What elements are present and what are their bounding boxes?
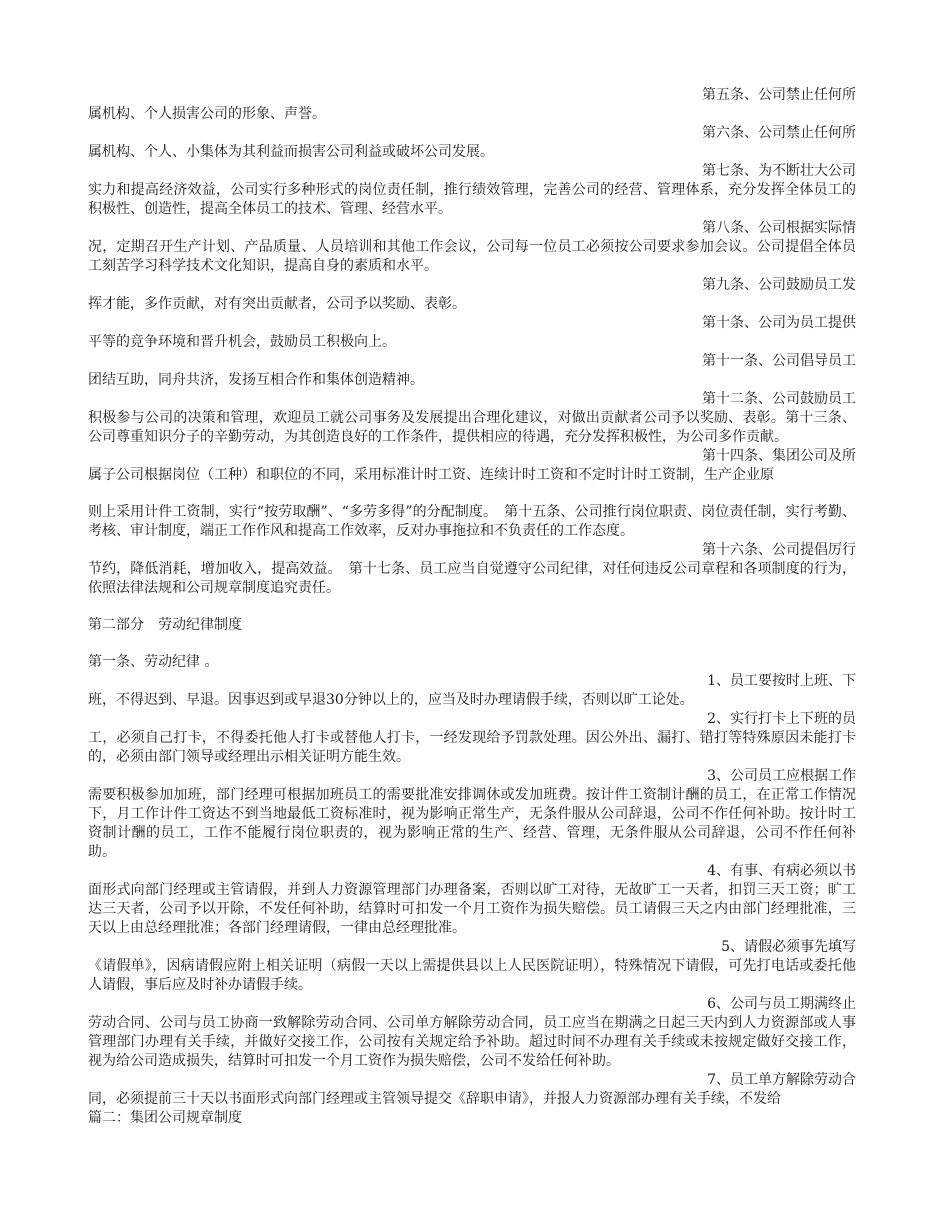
item-body: 工，必须自己打卡，不得委托他人打卡或替他人打卡，一经发现给予罚款处理。因公外出、漏打、错打等特殊原因未能打卡的，必须由部门领导或经理出示相关证明方能生效。 xyxy=(88,730,856,765)
part-2-title: 第二部分 劳动纪律制度 xyxy=(88,617,242,633)
item-body: 《请假单》，因病请假应附上相关证明（病假一天以上需提供县以上人民医院证明），特殊情况下请假，可先打电话或委托他人请假，事后应及时补办请假手续。 xyxy=(88,958,856,993)
article-lead: 第十四条、集团公司及所 xyxy=(702,448,856,464)
article-11 xyxy=(88,352,856,390)
article-body: 属机构、个人、小集体为其利益而损害公司利益或破坏公司发展。 xyxy=(88,144,494,160)
list-item xyxy=(88,767,856,862)
clause-1-title: 第一条、劳动纪律 。 xyxy=(88,654,219,670)
item-lead: 6、公司与员工期满终止 xyxy=(707,996,856,1012)
item-lead: 3、公司员工应根据工作 xyxy=(707,768,856,784)
article-6 xyxy=(88,124,856,162)
article-lead: 第九条、公司鼓励员工发 xyxy=(702,277,856,293)
article-lead: 第六条、公司禁止任何所 xyxy=(702,125,856,141)
article-7 xyxy=(88,162,856,219)
item-lead: 5、请假必须事先填写 xyxy=(721,939,856,955)
list-item xyxy=(88,710,856,767)
article-body: 属子公司根据岗位（工种）和职位的不同，采用标准计时工资、连续计时工资和不定时计时工资制，生产企业原 xyxy=(88,467,774,483)
list-item xyxy=(88,995,856,1071)
article-body: 节约，降低消耗，增加收入，提高效益。 第十七条、员工应当自觉遵守公司纪律，对任何违反公司章程和各项制度的行为，依照法律法规和公司规章制度追究责任。 xyxy=(88,561,856,596)
item-body: 劳动合同、公司与员工协商一致解除劳动合同、公司单方解除劳动合同，员工应当在期满之日起三天内到人力资源部或人事管理部门办理有关手续，并做好交接工作，公司按有关规定给予补助。超过时间不办理有关手续或未按规定做好交接工作，视为给公司造成损失，结算时可扣发一个月工资作为损失赔偿，公司不发给任何补助。 xyxy=(88,1015,856,1069)
article-lead: 第十一条、公司倡导员工 xyxy=(702,353,856,369)
item-lead: 7、员工单方解除劳动合 xyxy=(707,1072,856,1088)
article-body: 积极参与公司的决策和管理，欢迎员工就公司事务及发展提出合理化建议，对做出贡献者公司予以奖励、表彰。第十三条、公司尊重知识分子的辛勤劳动，为其创造良好的工作条件，提供相应的待遇，充分发挥积极性，为公司多作贡献。 xyxy=(88,410,856,445)
list-item xyxy=(88,938,856,995)
document-page xyxy=(88,86,856,1128)
article-lead: 第八条、公司根据实际情 xyxy=(702,220,856,236)
article-lead: 第十条、公司为员工提供 xyxy=(702,315,856,331)
item-lead: 2、实行打卡上下班的员 xyxy=(707,711,856,727)
article-body: 则上采用计件工资制，实行“按劳取酬”、“多劳多得”的分配制度。 第十五条、公司推行岗位职责、岗位责任制，实行考勤、考核、审计制度，端正工作作风和提高工作效率，反对办事拖拉和不负责任的工作态度。 xyxy=(88,504,856,539)
article-12 xyxy=(88,390,856,447)
article-10 xyxy=(88,314,856,352)
item-body: 面形式向部门经理或主管请假，并到人力资源管理部门办理备案，否则以旷工对待，无故旷工一天者，扣罚三天工资；旷工达三天者，公司予以开除，不发任何补助，结算时可扣发一个月工资作为损失赔偿。员工请假三天之内由部门经理批准，三天以上由总经理批准；各部门经理请假，一律由总经理批准。 xyxy=(88,882,856,936)
article-lead: 第十二条、公司鼓励员工 xyxy=(702,391,856,407)
article-body: 实力和提高经济效益，公司实行多种形式的岗位责任制，推行绩效管理，完善公司的经营、管理体系，充分发挥全体员工的积极性、创造性，提高全体员工的技术、管理、经营水平。 xyxy=(88,182,856,217)
item-lead: 4、有事、有病必须以书 xyxy=(707,863,856,879)
article-body: 平等的竞争环境和晋升机会，鼓励员工积极向上。 xyxy=(88,334,396,350)
footer-heading: 篇二：集团公司规章制度 xyxy=(88,1110,242,1126)
list-item xyxy=(88,672,856,710)
article-14-continued xyxy=(88,503,856,541)
list-item xyxy=(88,862,856,938)
article-9 xyxy=(88,276,856,314)
article-body: 属机构、个人损害公司的形象、声誉。 xyxy=(88,106,326,122)
article-lead: 第五条、公司禁止任何所 xyxy=(702,87,856,103)
item-body: 班，不得迟到、早退。因事迟到或早退30分钟以上的，应当及时办理请假手续，否则以旷工论处。 xyxy=(88,692,694,708)
article-16 xyxy=(88,541,856,598)
article-5 xyxy=(88,86,856,124)
article-body: 况，定期召开生产计划、产品质量、人员培训和其他工作会议，公司每一位员工必须按公司要求参加会议。公司提倡全体员工刻苦学习科学技术文化知识，提高自身的素质和水平。 xyxy=(88,239,856,274)
article-lead: 第十六条、公司提倡厉行 xyxy=(702,542,856,558)
article-body: 团结互助，同舟共济，发扬互相合作和集体创造精神。 xyxy=(88,372,424,388)
article-14 xyxy=(88,447,856,485)
article-lead: 第七条、为不断壮大公司 xyxy=(702,163,856,179)
item-lead: 1、员工要按时上班、下 xyxy=(707,673,856,689)
item-body: 同，必须提前三十天以书面形式向部门经理或主管领导提交《辞职申请》，并报人力资源部办理有关手续，不发给 xyxy=(88,1091,781,1107)
article-body: 挥才能，多作贡献，对有突出贡献者，公司予以奖励、表彰。 xyxy=(88,296,466,312)
article-8 xyxy=(88,219,856,276)
item-body: 需要积极参加加班，部门经理可根据加班员工的需要批准安排调休或发加班费。按计件工资制计酬的员工，在正常工作情况下，月工作计件工资达不到当地最低工资标准时，视为影响正常生产，无条件服从公司辞退，公司不作任何补助。按计时工资制计酬的员工，工作不能履行岗位职责的，视为影响正常的生产、经营、管理，无条件服从公司辞退，公司不作任何补助。 xyxy=(88,787,856,860)
list-item xyxy=(88,1071,856,1109)
